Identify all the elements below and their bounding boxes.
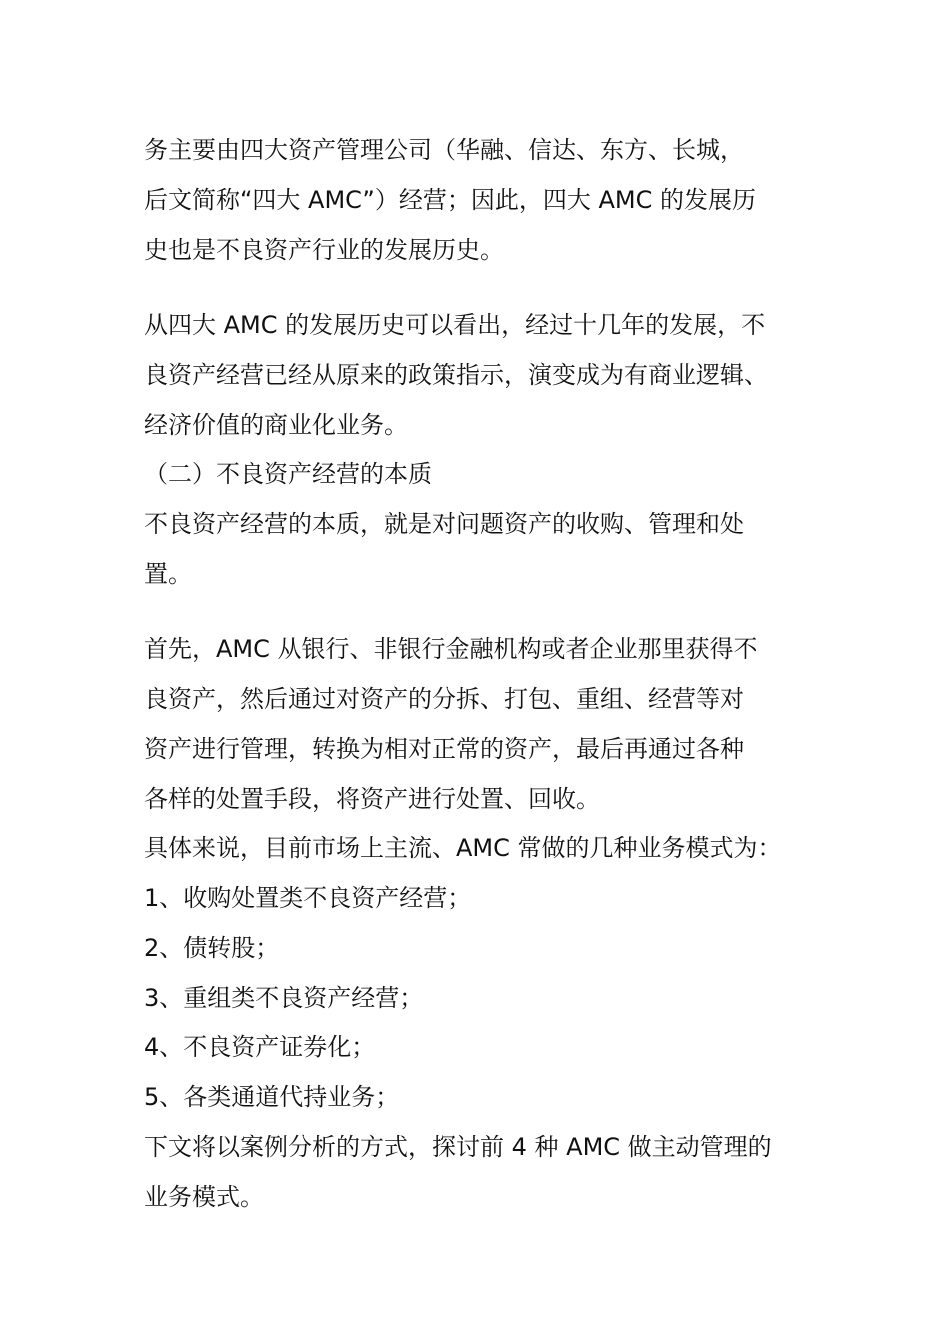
list-item: 3、重组类不良资产经营； [144, 984, 424, 1012]
text-line: 下文将以案例分析的方式，探讨前 4 种 AMC 做主动管理的 [144, 1133, 772, 1161]
text-line: 业务模式。 [144, 1183, 264, 1211]
text-line: 从四大 AMC 的发展历史可以看出，经过十几年的发展，不 [144, 311, 766, 339]
list-item: 4、不良资产证券化； [144, 1033, 376, 1061]
text-line: 具体来说，目前市场上主流、AMC 常做的几种业务模式为： [144, 834, 782, 862]
text-line: 置。 [144, 560, 192, 588]
text-line: 后文简称“四大 AMC”）经营；因此，四大 AMC 的发展历 [144, 186, 756, 214]
text-line: 各样的处置手段，将资产进行处置、回收。 [144, 785, 600, 813]
section-heading: （二）不良资产经营的本质 [144, 460, 432, 488]
text-line: 良资产经营已经从原来的政策指示，演变成为有商业逻辑、 [144, 361, 768, 389]
text-line: 资产进行管理，转换为相对正常的资产，最后再通过各种 [144, 735, 744, 763]
text-line: 史也是不良资产行业的发展历史。 [144, 236, 504, 264]
text-line: 务主要由四大资产管理公司（华融、信达、东方、长城， [144, 136, 744, 164]
list-item: 5、各类通道代持业务； [144, 1083, 400, 1111]
text-line: 良资产，然后通过对资产的分拆、打包、重组、经营等对 [144, 685, 744, 713]
list-item: 2、债转股； [144, 934, 280, 962]
text-line: 经济价值的商业化业务。 [144, 411, 408, 439]
text-line: 首先，AMC 从银行、非银行金融机构或者企业那里获得不 [144, 635, 758, 663]
list-item: 1、收购处置类不良资产经营； [144, 884, 472, 912]
text-line: 不良资产经营的本质，就是对问题资产的收购、管理和处 [144, 510, 744, 538]
